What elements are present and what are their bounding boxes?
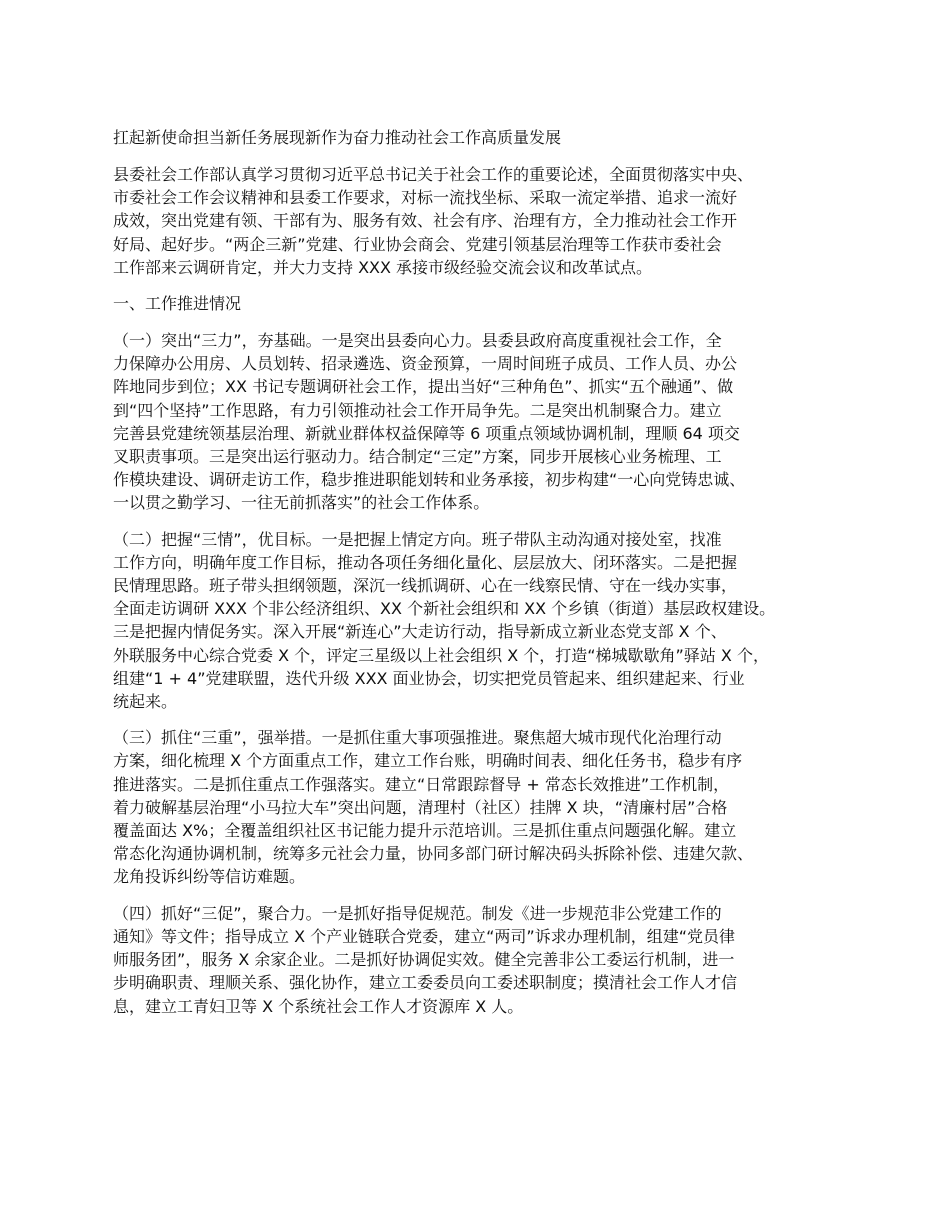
paragraph-4: （四）抓好“三促”，聚合力。一是抓好指导促规范。制发《进一步规范非公党建工作的 通知》等文件；指导成立 X 个产业链联合党委，建立“两司”诉求办理机制，组建“党员律 师服务团”，服务 X 余家企业。二是抓好协调促实效。健全完善非公工委运行机制，进一 步明确职责、理顺关系、强化协作，建立工委委员向工委述职制度；摸清社会工作人才信 息，建立工青妇卫等 X 个系统社会工作人才资源库 X 人。 [113,903,738,1016]
paragraph-2: （二）把握“三情”，优目标。一是把握上情定方向。班子带队主动沟通对接处室，找准 工作方向，明确年度工作目标，推动各项任务细化量化、层层放大、闭环落实。二是把握 民情理思路。班子带头担纲领题，深沉一线抓调研、心在一线察民情、守在一线办实事， 全面走访调研 XXX 个非公经济组织、XX 个新社会组织和 XX 个乡镇（街道）基层政权建设。 三是把握内情促务实。深入开展“新连心”大走访行动，指导新成立新业态党支部 X 个、 外联服务中心综合党委 X 个，评定三星级以上社会组织 X 个，打造“梯城歇歇角”驿站 X 个， 组建“1 + 4”党建联盟，迭代升级 XXX 面业协会，切实把党员管起来、组织建起来、行业 统起来。 [113,529,776,712]
paragraph-3: （三）抓住“三重”，强举措。一是抓住重大事项强推进。聚焦超大城市现代化治理行动 方案，细化梳理 X 个方面重点工作，建立工作台账，明确时间表、细化任务书，稳步有序 推进落实。二是抓住重点工作强落实。建立“日常跟踪督导 + 常态长效推进”工作机制， 着力破解基层治理“小马拉大车”突出问题，清理村（社区）挂牌 X 块，“清廉村居”合格 覆盖面达 X%；全覆盖组织社区书记能力提升示范培训。三是抓住重点问题强化解。建立 常态化沟通协调机制，统筹多元社会力量，协同多部门研讨解决码头拆除补偿、违建欠款、 龙角投诉纠纷等信访难题。 [113,728,754,887]
section-heading: 一、工作推进情况 [113,294,242,314]
document-page [113,118,853,1031]
paragraph-1: （一）突出“三力”，夯基础。一是突出县委向心力。县委县政府高度重视社会工作，全 力保障办公用房、人员划转、招录遴选、资金预算，一周时间班子成员、工作人员、办公 阵地同步到位；XX 书记专题调研社会工作，提出当好“三种角色”、抓实“五个融通”、做 到“四个坚持”工作思路，有力引领推动社会工作开局争先。二是突出机制聚合力。建立 完善县党建统领基层治理、新就业群体权益保障等 6 项重点领域协调机制，理顺 64 项交 叉职责事项。三是突出运行驱动力。结合制定“三定”方案，同步开展核心业务梳理、工 作模块建设、调研走访工作，稳步推进职能划转和业务承接，初步构建“一心向党铸忠诚、 一以贯之勤学习、一往无前抓落实”的社会工作体系。 [113,331,746,513]
intro-paragraph: 县委社会工作部认真学习贯彻习近平总书记关于社会工作的重要论述，全面贯彻落实中央、 市委社会工作会议精神和县委工作要求，对标一流找坐标、采取一流定举措、追求一流好 成效，突出党建有领、干部有为、服务有效、社会有序、治理有方，全力推动社会工作开 好局、起好步。“两企三新”党建、行业协会商会、党建引领基层治理等工作获市委社会 工作部来云调研肯定，并大力支持 XXX 承接市级经验交流会议和改革试点。 [113,165,754,277]
document-title: 扛起新使命担当新任务展现新作为奋力推动社会工作高质量发展 [113,128,562,147]
